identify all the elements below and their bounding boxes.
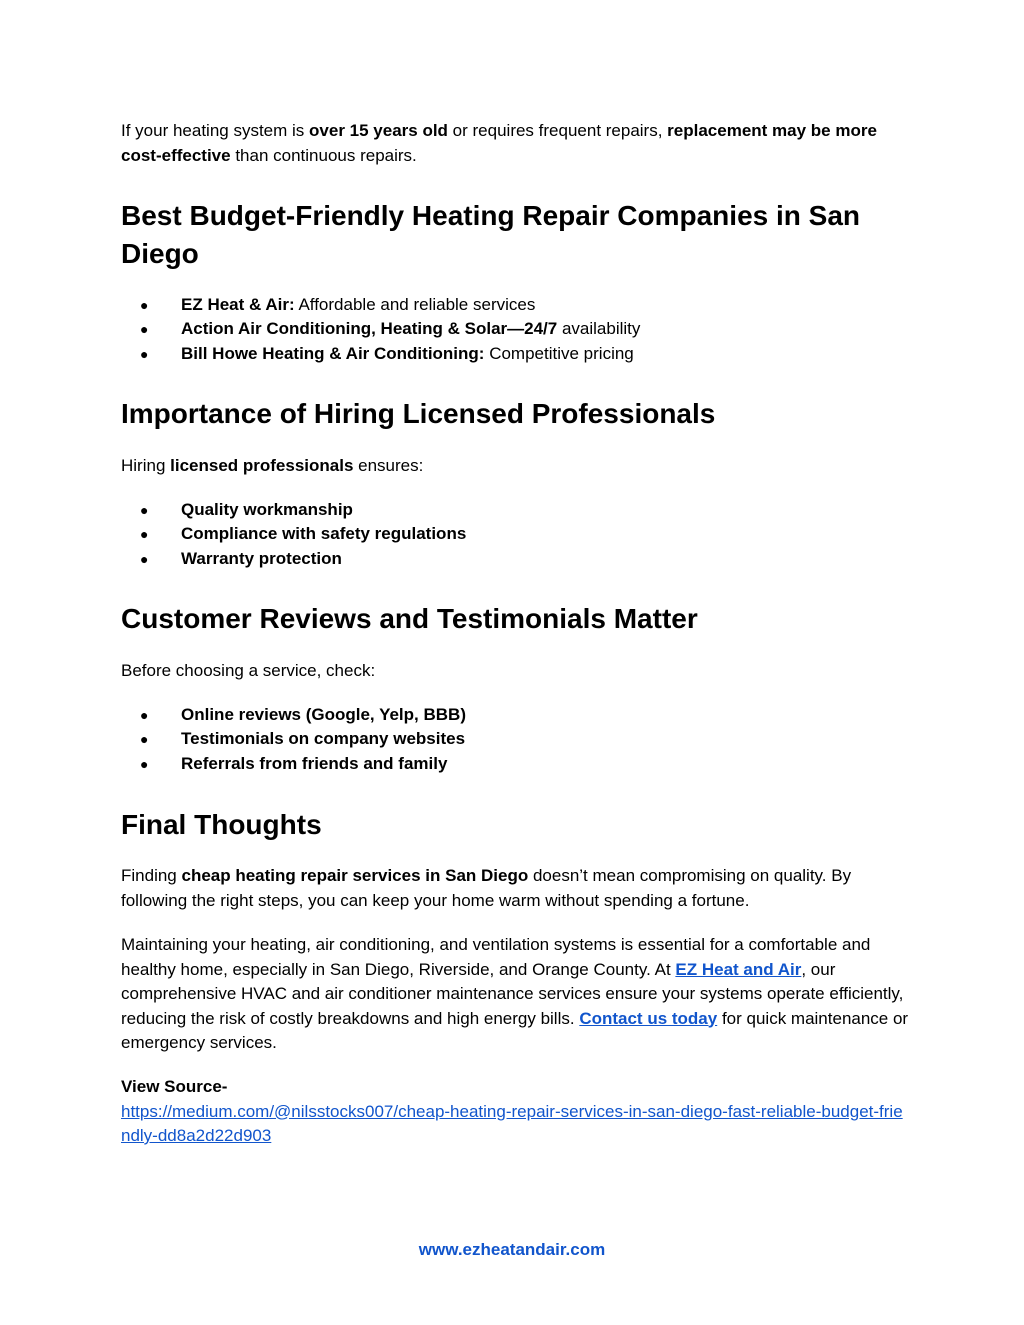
heading-budget-companies: Best Budget-Friendly Heating Repair Companies in San Diego: [121, 200, 861, 269]
bullet-icon: ●: [140, 707, 149, 723]
bullet-icon: ●: [140, 731, 149, 748]
view-source-url-wrap: [121, 1100, 911, 1149]
bullet-icon: ●: [140, 321, 149, 338]
bullet-icon: ●: [140, 297, 149, 313]
list-item: ● Warranty protection: [121, 547, 911, 571]
reviews-checklist: [121, 703, 911, 776]
contact-us-link[interactable]: Contact us today: [579, 1008, 718, 1028]
reviews-intro: Before choosing a service, check:: [121, 661, 376, 680]
licensed-benefits-list: [121, 498, 911, 571]
heading-final-thoughts: Final Thoughts: [121, 809, 322, 840]
licensed-intro: Hiring licensed professionals ensures:: [121, 456, 424, 475]
ez-heat-and-air-link[interactable]: EZ Heat and Air: [675, 959, 802, 979]
bullet-icon: ●: [140, 502, 149, 518]
list-item: ● Action Air Conditioning, Heating & Solar—24/7 availability: [121, 317, 911, 341]
bullet-icon: ●: [140, 526, 149, 543]
view-source-block: [121, 1075, 911, 1149]
footer-website-link[interactable]: www.ezheatandair.com: [418, 1240, 606, 1259]
final-paragraph-2: Maintaining your heating, air conditioning, and ventilation systems is essential for a comfortable and healthy home, especially in San Diego, Riverside, and Orange County. At EZ Heat and Air, our comprehensive HVAC and air conditioner maintenance services ensure your systems operate efficiently, reducing the risk of costly breakdowns and high energy bills. Contact us today for quick maintenance or emergency services.: [121, 935, 909, 1052]
heading-licensed-professionals: Importance of Hiring Licensed Professionals: [121, 398, 716, 429]
final-paragraph-1: Finding cheap heating repair services in San Diego doesn’t mean compromising on quality. By following the right steps, you can keep your home warm without spending a fortune.: [121, 866, 852, 910]
heading-customer-reviews: Customer Reviews and Testimonials Matter: [121, 603, 698, 634]
list-item: ● Referrals from friends and family: [121, 752, 911, 776]
footer: [0, 1240, 1024, 1260]
list-item: ● Online reviews (Google, Yelp, BBB): [121, 703, 911, 727]
list-item: ● Bill Howe Heating & Air Conditioning: Competitive pricing: [121, 342, 911, 366]
bullet-icon: ●: [140, 755, 149, 772]
intro-paragraph: If your heating system is over 15 years old or requires frequent repairs, replacement may be more cost-effective than continuous repairs.: [121, 121, 877, 165]
bullet-icon: ●: [140, 345, 149, 362]
source-url-link[interactable]: https://medium.com/@nilsstocks007/cheap-heating-repair-services-in-san-diego-fast-reliable-budget-friendly-dd8a2d22d903: [121, 1101, 903, 1145]
list-item: ● Quality workmanship: [121, 498, 911, 522]
list-item: ● Testimonials on company websites: [121, 727, 911, 751]
list-item: ● EZ Heat & Air: Affordable and reliable services: [121, 293, 911, 317]
budget-companies-list: [121, 293, 911, 366]
list-item: ● Compliance with safety regulations: [121, 522, 911, 546]
view-source-label: View Source-: [121, 1077, 228, 1096]
bullet-icon: ●: [140, 550, 149, 567]
